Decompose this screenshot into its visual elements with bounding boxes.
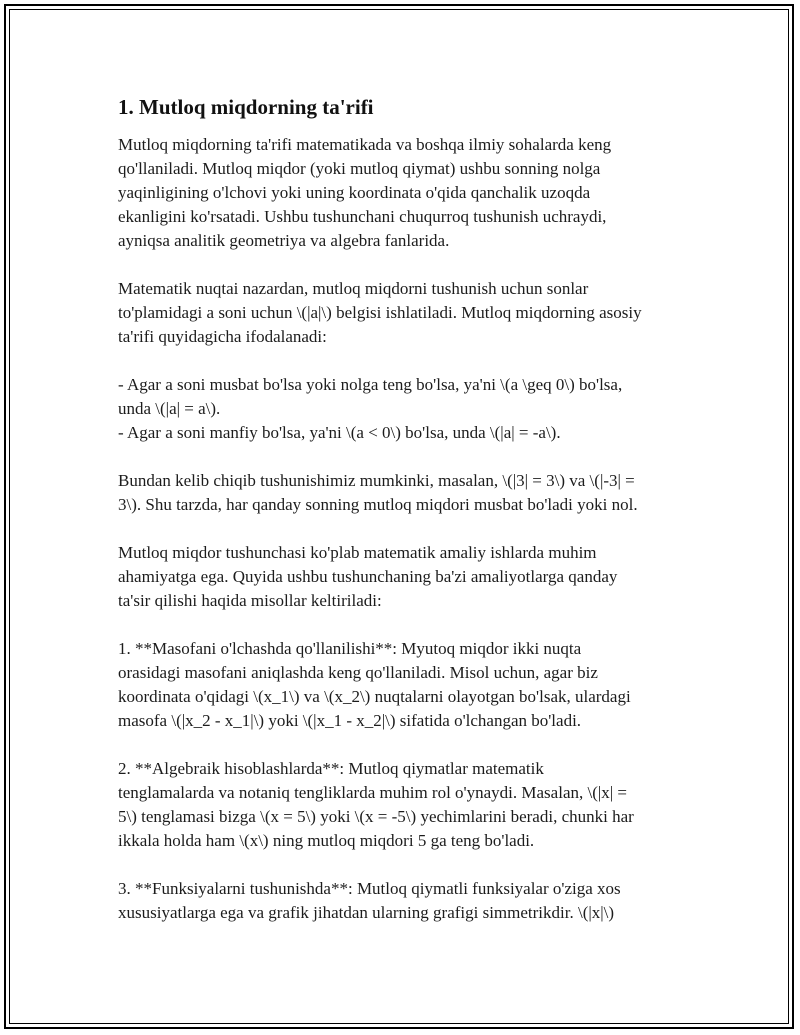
text-line: ta'rifi quyidagicha ifodalanadi: xyxy=(118,327,327,346)
text-line: ayniqsa analitik geometriya va algebra fanlarida. xyxy=(118,231,450,250)
text-line: xususiyatlarga ega va grafik jihatdan ularning grafigi simmetrikdir. \(|x|\) xyxy=(118,903,615,922)
paragraph-notation xyxy=(118,277,690,349)
text-line: 3\). Shu tarzda, har qanday sonning mutloq miqdori musbat bo'ladi yoki nol. xyxy=(118,495,638,514)
paragraph-functions xyxy=(118,877,690,925)
text-line: ahamiyatga ega. Quyida ushbu tushunchaning ba'zi amaliyotlarga qanday xyxy=(118,567,618,586)
paragraph-definition-intro xyxy=(118,133,690,253)
text-line: masofa \(|x_2 - x_1|\) yoki \(|x_1 - x_2|\) sifatida o'lchangan bo'ladi. xyxy=(118,711,582,730)
text-line: koordinata o'qidagi \(x_1\) va \(x_2\) nuqtalarni olayotgan bo'lsak, ulardagi xyxy=(118,687,631,706)
text-line: - Agar a soni manfiy bo'lsa, ya'ni \(a < 0\) bo'lsa, unda \(|a| = -a\). xyxy=(118,423,561,442)
text-line: tenglamalarda va notaniq tengliklarda muhim rol o'ynaydi. Masalan, \(|x| = xyxy=(118,783,628,802)
text-line: orasidagi masofani aniqlashda keng qo'llaniladi. Misol uchun, agar biz xyxy=(118,663,598,682)
paragraph-applications-intro xyxy=(118,541,690,613)
text-line: qo'llaniladi. Mutloq miqdor (yoki mutloq qiymat) ushbu sonning nolga xyxy=(118,159,601,178)
paragraph-example xyxy=(118,469,690,517)
section-heading: 1. Mutloq miqdorning ta'rifi xyxy=(118,95,374,119)
document-body xyxy=(118,94,690,949)
text-line: unda \(|a| = a\). xyxy=(118,399,221,418)
text-line: 3. **Funksiyalarni tushunishda**: Mutloq qiymatli funksiyalar o'ziga xos xyxy=(118,879,621,898)
paragraph-distance xyxy=(118,637,690,733)
text-line: - Agar a soni musbat bo'lsa yoki nolga teng bo'lsa, ya'ni \(a \geq 0\) bo'lsa, xyxy=(118,375,623,394)
text-line: Mutloq miqdor tushunchasi ko'plab matematik amaliy ishlarda muhim xyxy=(118,543,597,562)
paragraph-algebra xyxy=(118,757,690,853)
text-line: 2. **Algebraik hisoblashlarda**: Mutloq qiymatlar matematik xyxy=(118,759,544,778)
text-line: yaqinligining o'lchovi yoki uning koordinata o'qida qanchalik uzoqda xyxy=(118,183,591,202)
text-line: 5\) tenglamasi bizga \(x = 5\) yoki \(x = -5\) yechimlarini beradi, chunki har xyxy=(118,807,634,826)
text-line: 1. **Masofani o'lchashda qo'llanilishi**: Myutoq miqdor ikki nuqta xyxy=(118,639,582,658)
text-line: Mutloq miqdorning ta'rifi matematikada va boshqa ilmiy sohalarda keng xyxy=(118,135,612,154)
paragraph-cases xyxy=(118,373,690,445)
text-line: Matematik nuqtai nazardan, mutloq miqdorni tushunish uchun sonlar xyxy=(118,279,589,298)
text-line: Bundan kelib chiqib tushunishimiz mumkinki, masalan, \(|3| = 3\) va \(|-3| = xyxy=(118,471,635,490)
text-line: ta'sir qilishi haqida misollar keltiriladi: xyxy=(118,591,382,610)
text-line: to'plamidagi a soni uchun \(|a|\) belgisi ishlatiladi. Mutloq miqdorning asosiy xyxy=(118,303,642,322)
text-line: ekanligini ko'rsatadi. Ushbu tushunchani chuqurroq tushunish uchraydi, xyxy=(118,207,607,226)
text-line: ikkala holda ham \(x\) ning mutloq miqdori 5 ga teng bo'ladi. xyxy=(118,831,535,850)
